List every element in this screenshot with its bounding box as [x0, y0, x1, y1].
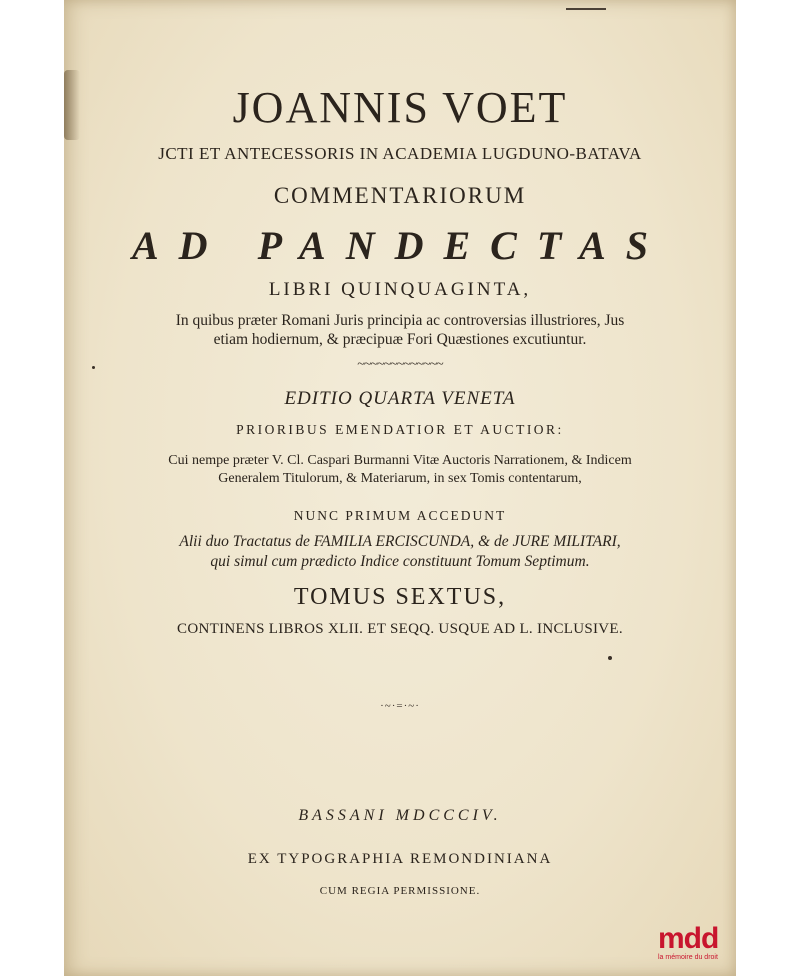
edition-note: PRIORIBUS EMENDATIOR ET AUCTIOR: — [236, 422, 564, 437]
place-date: BASSANI MDCCCIV. — [298, 807, 502, 824]
description-line1: In quibus præter Romani Juris principia ac controversias illustriores, Jus — [175, 312, 625, 329]
ink-mark — [566, 8, 606, 10]
additions-line1: Cui nempe præter V. Cl. Caspari Burmanni Vitæ Auctoris Narrationem, & Indicem — [168, 453, 632, 468]
logo-mark: mdd — [658, 922, 719, 955]
treatises-line1: Alii duo Tractatus de FAMILIA ERCISCUNDA, & de JURE MILITARI, — [179, 533, 621, 550]
work-title-line2: AD PANDECTAS — [132, 223, 668, 268]
additions-line2: Generalem Titulorum, & Materiarum, in sex Tomis contentarum, — [218, 471, 582, 486]
printer: EX TYPOGRAPHIA REMONDINIANA — [247, 851, 553, 867]
logo-tagline: la mémoire du droit — [658, 954, 718, 961]
nunc-primum: NUNC PRIMUM ACCEDUNT — [293, 508, 507, 523]
permission: CUM REGIA PERMISSIONE. — [319, 885, 481, 897]
treatises-line2: qui simul cum prædicto Indice constituunt Tomum Septimum. — [210, 553, 590, 570]
books-count: LIBRI QUINQUAGINTA, — [268, 279, 532, 300]
author-name: JOANNIS VOET — [232, 83, 568, 132]
ornament-small: ·~·=·~· — [380, 700, 420, 712]
author-description: JCTI ET ANTECESSORIS IN ACADEMIA LUGDUNO-BATAVA — [158, 144, 642, 163]
ornament-rule: ~~~~~~~~~~~~~ — [357, 357, 443, 372]
description-line2: etiam hodiernum, & præcipuæ Fori Quæstiones excutiuntur. — [213, 331, 587, 348]
work-title-line1: COMMENTARIORUM — [273, 183, 527, 208]
volume-contents: CONTINENS LIBROS XLII. ET SEQQ. USQUE AD L. INCLUSIVE. — [177, 621, 623, 637]
watermark-logo — [658, 924, 734, 961]
ink-dot — [608, 656, 612, 660]
edition-title: EDITIO QUARTA VENETA — [284, 388, 516, 409]
volume-title: TOMUS SEXTUS, — [293, 584, 507, 610]
ink-dot — [92, 366, 95, 369]
